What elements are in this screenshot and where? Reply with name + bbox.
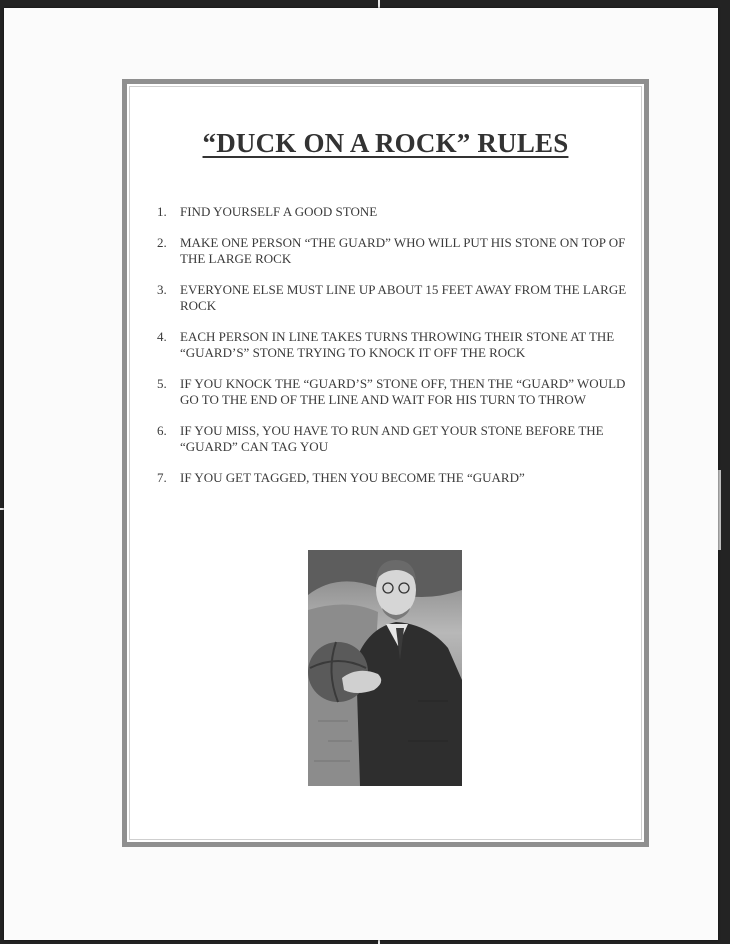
rule-item (157, 204, 643, 220)
rule-text: FIND YOURSELF A GOOD STONE (180, 204, 378, 219)
rule-text: EVERYONE ELSE MUST LINE UP ABOUT 15 FEET AWAY FROM THE LARGE ROCK (180, 282, 627, 313)
rule-number: 2. (157, 235, 167, 250)
rule-number: 1. (157, 204, 167, 219)
rule-text: IF YOU KNOCK THE “GUARD’S” STONE OFF, THEN THE “GUARD” WOULD GO TO THE END OF THE LINE AND WAIT FOR HIS TURN TO THROW (180, 376, 626, 407)
rule-number: 6. (157, 423, 167, 438)
coat-shape (356, 622, 462, 786)
rule-text: MAKE ONE PERSON “THE GUARD” WHO WILL PUT HIS STONE ON TOP OF THE LARGE ROCK (180, 235, 626, 266)
rule-text: IF YOU GET TAGGED, THEN YOU BECOME THE “GUARD” (180, 470, 525, 485)
rule-item (157, 329, 643, 361)
grid-line (718, 470, 721, 550)
rule-item (157, 423, 643, 455)
rule-text: EACH PERSON IN LINE TAKES TURNS THROWING THEIR STONE AT THE “GUARD’S” STONE TRYING TO KNOCK IT OFF THE ROCK (180, 329, 615, 360)
photo-illustration (308, 550, 462, 786)
grid-line (378, 940, 380, 944)
rule-item (157, 235, 643, 267)
rule-item (157, 470, 643, 486)
rule-text: IF YOU MISS, YOU HAVE TO RUN AND GET YOUR STONE BEFORE THE “GUARD” CAN TAG YOU (180, 423, 604, 454)
man-holding-ball-photo (308, 550, 462, 786)
rule-number: 3. (157, 282, 167, 297)
document-title: “DUCK ON A ROCK” RULES (202, 128, 569, 158)
rule-item (157, 282, 643, 314)
grid-line (378, 0, 380, 8)
rule-number: 7. (157, 470, 167, 485)
rule-item (157, 376, 643, 408)
rule-number: 4. (157, 329, 167, 344)
rule-number: 5. (157, 376, 167, 391)
rules-list (157, 204, 643, 501)
document-frame (122, 79, 649, 847)
